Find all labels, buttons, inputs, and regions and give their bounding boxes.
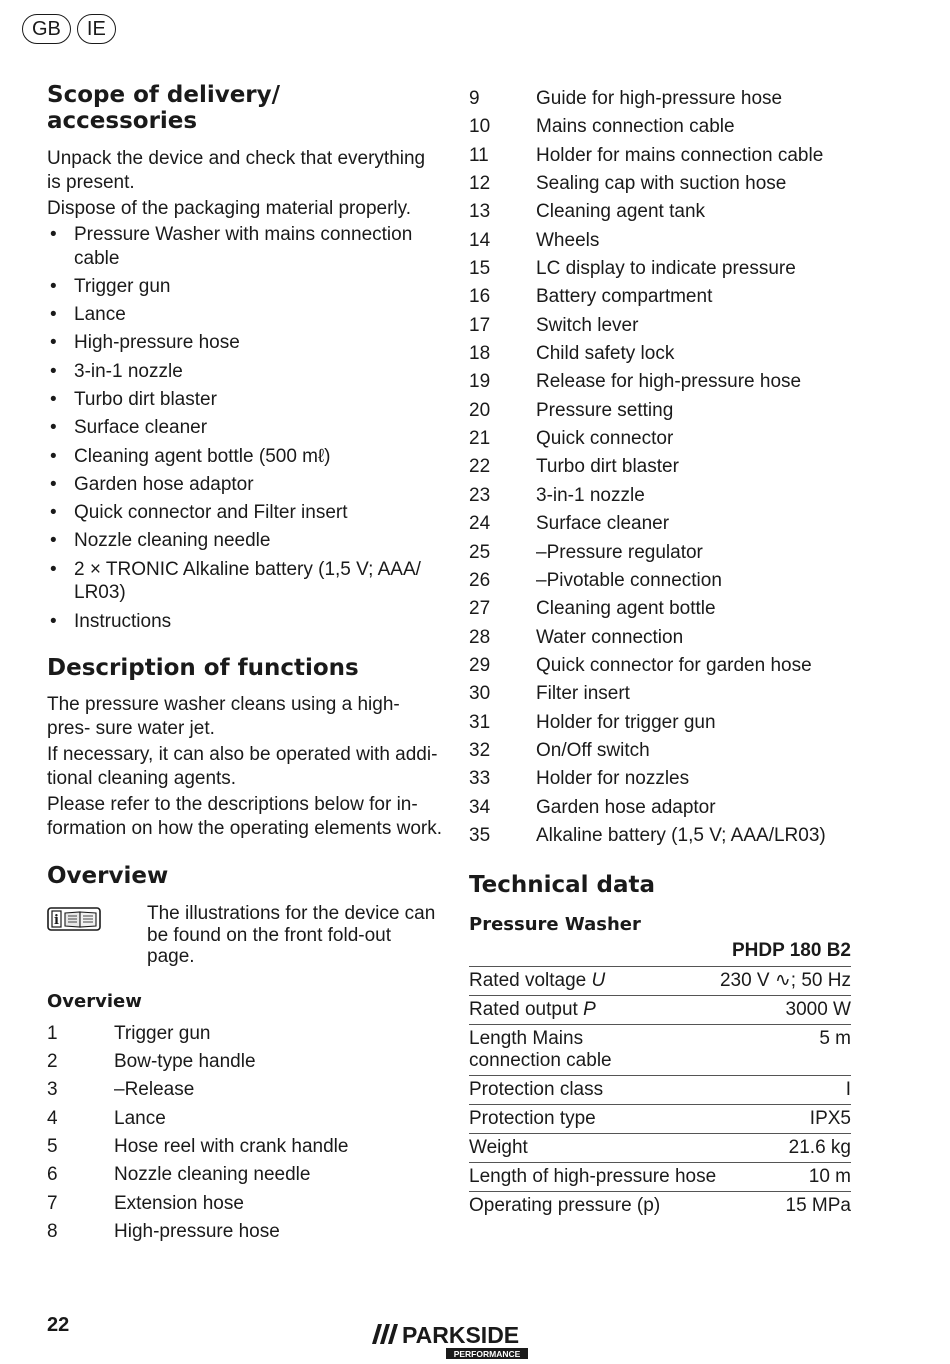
row-value: I (720, 1076, 851, 1105)
table-row (469, 1192, 851, 1221)
scope-title-line1: Scope of delivery/ (47, 82, 281, 108)
table-row (469, 1163, 851, 1192)
item-number: 20 (469, 399, 491, 421)
list-item (469, 482, 851, 510)
list-item: • Quick connector and Filter insert (47, 501, 442, 525)
table-row (469, 1025, 851, 1076)
list-item (469, 397, 851, 425)
brand-name: PARKSIDE (402, 1322, 520, 1348)
functions-title: Description of functions (47, 655, 359, 682)
list-item (469, 709, 851, 737)
list-item (469, 85, 851, 113)
table-row (469, 1105, 851, 1134)
left-column (47, 82, 442, 1246)
list-item (469, 142, 851, 170)
functions-paragraph-2: If necessary, it can also be operated with addi- tional cleaning agents. (47, 744, 438, 790)
item-text: Release for high-pressure hose (536, 371, 802, 393)
row-label-text: Length Mains connection cable (469, 1028, 612, 1072)
item-text: Alkaline battery (1,5 V; AAA/LR03) (536, 824, 826, 846)
list-item: • Instructions (47, 610, 442, 634)
list-item: • Garden hose adaptor (47, 473, 442, 497)
list-item (47, 1105, 442, 1133)
list-item: • Surface cleaner (47, 416, 442, 440)
list-item: • High-pressure hose (47, 331, 442, 355)
list-item (469, 425, 851, 453)
item-number: 33 (469, 768, 491, 790)
item-number: 14 (469, 229, 491, 251)
item-number: 22 (469, 456, 491, 478)
table-row (469, 996, 851, 1025)
item-number: 12 (469, 173, 491, 195)
item-text: –Pivotable connection (536, 569, 722, 591)
row-label-text: Rated output (469, 999, 584, 1021)
item-text: Quick connector (536, 428, 674, 450)
item-number: 17 (469, 314, 491, 336)
scope-section (47, 82, 442, 633)
language-badges (22, 14, 116, 44)
list-item: • Trigger gun (47, 275, 442, 299)
item-number: 7 (47, 1192, 58, 1214)
item-text: Nozzle cleaning needle (114, 1164, 311, 1186)
list-item: • Nozzle cleaning needle (47, 529, 442, 553)
item-number: 19 (469, 371, 491, 393)
item-text: Cleaning agent tank (536, 201, 706, 223)
item-number: 6 (47, 1164, 58, 1186)
item-text: Pressure setting (536, 399, 674, 421)
row-value: 15 MPa (720, 1192, 851, 1221)
item-text: Mains connection cable (536, 116, 735, 138)
item-number: 16 (469, 286, 491, 308)
row-label (469, 1105, 720, 1134)
overview-section (47, 863, 442, 1246)
table-header-row (469, 937, 851, 967)
row-label-text: Protection class (469, 1079, 604, 1101)
language-badge-gb: GB (22, 14, 71, 44)
item-text: Battery compartment (536, 286, 713, 308)
item-text: Quick connector for garden hose (536, 654, 812, 676)
item-number: 26 (469, 569, 491, 591)
overview-list-right (469, 85, 851, 850)
item-text: Water connection (536, 626, 684, 648)
row-label-symbol: P (583, 999, 596, 1021)
list-item (469, 595, 851, 623)
overview-list-left (47, 1020, 442, 1247)
item-text: Turbo dirt blaster (536, 456, 679, 478)
functions-paragraph-3: Please refer to the descriptions below for in- formation on how the operating elements work. (47, 794, 442, 840)
item-number: 3 (47, 1079, 58, 1101)
item-number: 21 (469, 428, 491, 450)
overview-title: Overview (47, 863, 169, 890)
list-item (469, 737, 851, 765)
item-number: 4 (47, 1107, 58, 1129)
page-number: 22 (47, 1314, 70, 1336)
item-number: 27 (469, 598, 491, 620)
item-number: 31 (469, 711, 491, 733)
item-text: –Pressure regulator (536, 541, 703, 563)
list-item: • Cleaning agent bottle (500 mℓ) (47, 445, 442, 469)
row-label (469, 1076, 720, 1105)
scope-title-line2: accessories (47, 108, 198, 134)
technical-data-table (469, 937, 851, 1220)
row-label (469, 1163, 720, 1192)
item-text: Holder for nozzles (536, 768, 690, 790)
list-item (469, 198, 851, 226)
table-row (469, 1134, 851, 1163)
item-number: 32 (469, 739, 491, 761)
functions-section (47, 655, 442, 841)
row-label-symbol: U (591, 970, 606, 992)
item-number: 35 (469, 824, 491, 846)
row-label-text: Protection type (469, 1108, 596, 1130)
scope-items-list (47, 223, 442, 633)
row-label (469, 1192, 720, 1221)
model-name: PHDP 180 B2 (732, 940, 851, 962)
list-item: • Turbo dirt blaster (47, 388, 442, 412)
list-item: • 2 × TRONIC Alkaline battery (1,5 V; AAA/ LR03) (47, 558, 442, 605)
item-text: Hose reel with crank handle (114, 1135, 349, 1157)
item-number: 18 (469, 343, 491, 365)
right-column (469, 85, 851, 1220)
list-item (47, 1076, 442, 1104)
scope-intro-unpack: Unpack the device and check that everything is present. (47, 148, 426, 193)
list-item (469, 255, 851, 283)
row-value: 3000 W (720, 996, 851, 1025)
item-text: Trigger gun (114, 1022, 211, 1044)
list-item: • 3-in-1 nozzle (47, 360, 442, 384)
table-row (469, 1076, 851, 1105)
scope-intro-dispose: Dispose of the packaging material properly. (47, 198, 412, 219)
list-item (469, 113, 851, 141)
item-text: Switch lever (536, 314, 639, 336)
item-text: Sealing cap with suction hose (536, 173, 787, 195)
list-item (47, 1048, 442, 1076)
row-label (469, 1025, 720, 1076)
item-text: 3-in-1 nozzle (536, 484, 645, 506)
item-text: Lance (114, 1107, 166, 1129)
row-label-text: Operating pressure (p) (469, 1195, 661, 1217)
item-text: Wheels (536, 229, 600, 251)
row-label-text: Rated voltage (469, 970, 592, 992)
item-number: 11 (469, 144, 489, 166)
item-text: Bow-type handle (114, 1050, 256, 1072)
row-label (469, 996, 720, 1025)
brand-subline: PERFORMANCE (453, 1349, 521, 1359)
item-number: 9 (469, 88, 480, 109)
item-text: –Release (114, 1079, 195, 1101)
list-item (47, 1190, 442, 1218)
list-item (469, 227, 851, 255)
item-number: 24 (469, 513, 491, 535)
row-value: 230 V ∿; 50 Hz (720, 967, 851, 996)
table-row (469, 967, 851, 996)
item-number: 8 (47, 1220, 58, 1242)
item-text: Guide for high-pressure hose (536, 88, 783, 109)
row-value: 21.6 kg (720, 1134, 851, 1163)
item-number: 29 (469, 654, 491, 676)
row-value: 10 m (720, 1163, 851, 1192)
row-label (469, 1134, 720, 1163)
list-item (469, 510, 851, 538)
item-number: 2 (47, 1050, 58, 1072)
list-item (469, 312, 851, 340)
list-item: • Lance (47, 303, 442, 327)
item-number: 25 (469, 541, 491, 563)
item-number: 5 (47, 1135, 58, 1157)
item-text: Surface cleaner (536, 513, 670, 535)
list-item (469, 822, 851, 850)
list-item (469, 340, 851, 368)
list-item (469, 765, 851, 793)
overview-note-text: The illustrations for the device can be found on the front fold-out page. (147, 903, 436, 968)
item-number: 10 (469, 116, 491, 138)
item-text: Filter insert (536, 683, 630, 705)
list-item (469, 567, 851, 595)
item-text: Holder for mains connection cable (536, 144, 824, 166)
svg-text:i: i (54, 913, 59, 929)
list-item: • Pressure Washer with mains connection cable (47, 223, 442, 270)
item-text: On/Off switch (536, 739, 650, 761)
scope-title (47, 82, 442, 134)
list-item (469, 680, 851, 708)
item-number: 15 (469, 258, 491, 280)
item-number: 28 (469, 626, 491, 648)
list-item (47, 1020, 442, 1048)
row-label-text: Length of high-pressure hose (469, 1166, 717, 1188)
list-item (469, 170, 851, 198)
row-value: IPX5 (720, 1105, 851, 1134)
list-item (47, 1161, 442, 1189)
item-number: 34 (469, 796, 491, 818)
row-label (469, 967, 720, 996)
item-text: Cleaning agent bottle (536, 598, 716, 620)
item-text: LC display to indicate pressure (536, 258, 796, 280)
technical-title: Technical data (469, 872, 656, 899)
info-book-icon (47, 907, 101, 931)
item-number: 1 (47, 1022, 58, 1044)
list-item (469, 624, 851, 652)
item-number: 30 (469, 683, 491, 705)
list-item (469, 283, 851, 311)
item-text: High-pressure hose (114, 1220, 280, 1242)
parkside-logo (368, 1318, 530, 1360)
item-text: Holder for trigger gun (536, 711, 716, 733)
table-header-label (469, 937, 720, 967)
item-text: Garden hose adaptor (536, 796, 716, 818)
functions-paragraph-1: The pressure washer cleans using a high-pres- sure water jet. (47, 694, 400, 740)
technical-subtitle: Pressure Washer (469, 914, 641, 936)
overview-subtitle: Overview (47, 990, 142, 1012)
item-text: Child safety lock (536, 343, 675, 365)
item-number: 23 (469, 484, 491, 506)
list-item (469, 652, 851, 680)
technical-section (469, 872, 851, 1220)
list-item (47, 1218, 442, 1246)
language-badge-ie: IE (77, 14, 116, 44)
item-number: 13 (469, 201, 491, 223)
item-text: Extension hose (114, 1192, 244, 1214)
list-item (469, 794, 851, 822)
list-item (469, 453, 851, 481)
list-item (47, 1133, 442, 1161)
overview-note (47, 903, 442, 968)
list-item (469, 539, 851, 567)
row-label-text: Weight (469, 1137, 528, 1159)
row-value: 5 m (720, 1025, 851, 1076)
list-item (469, 368, 851, 396)
